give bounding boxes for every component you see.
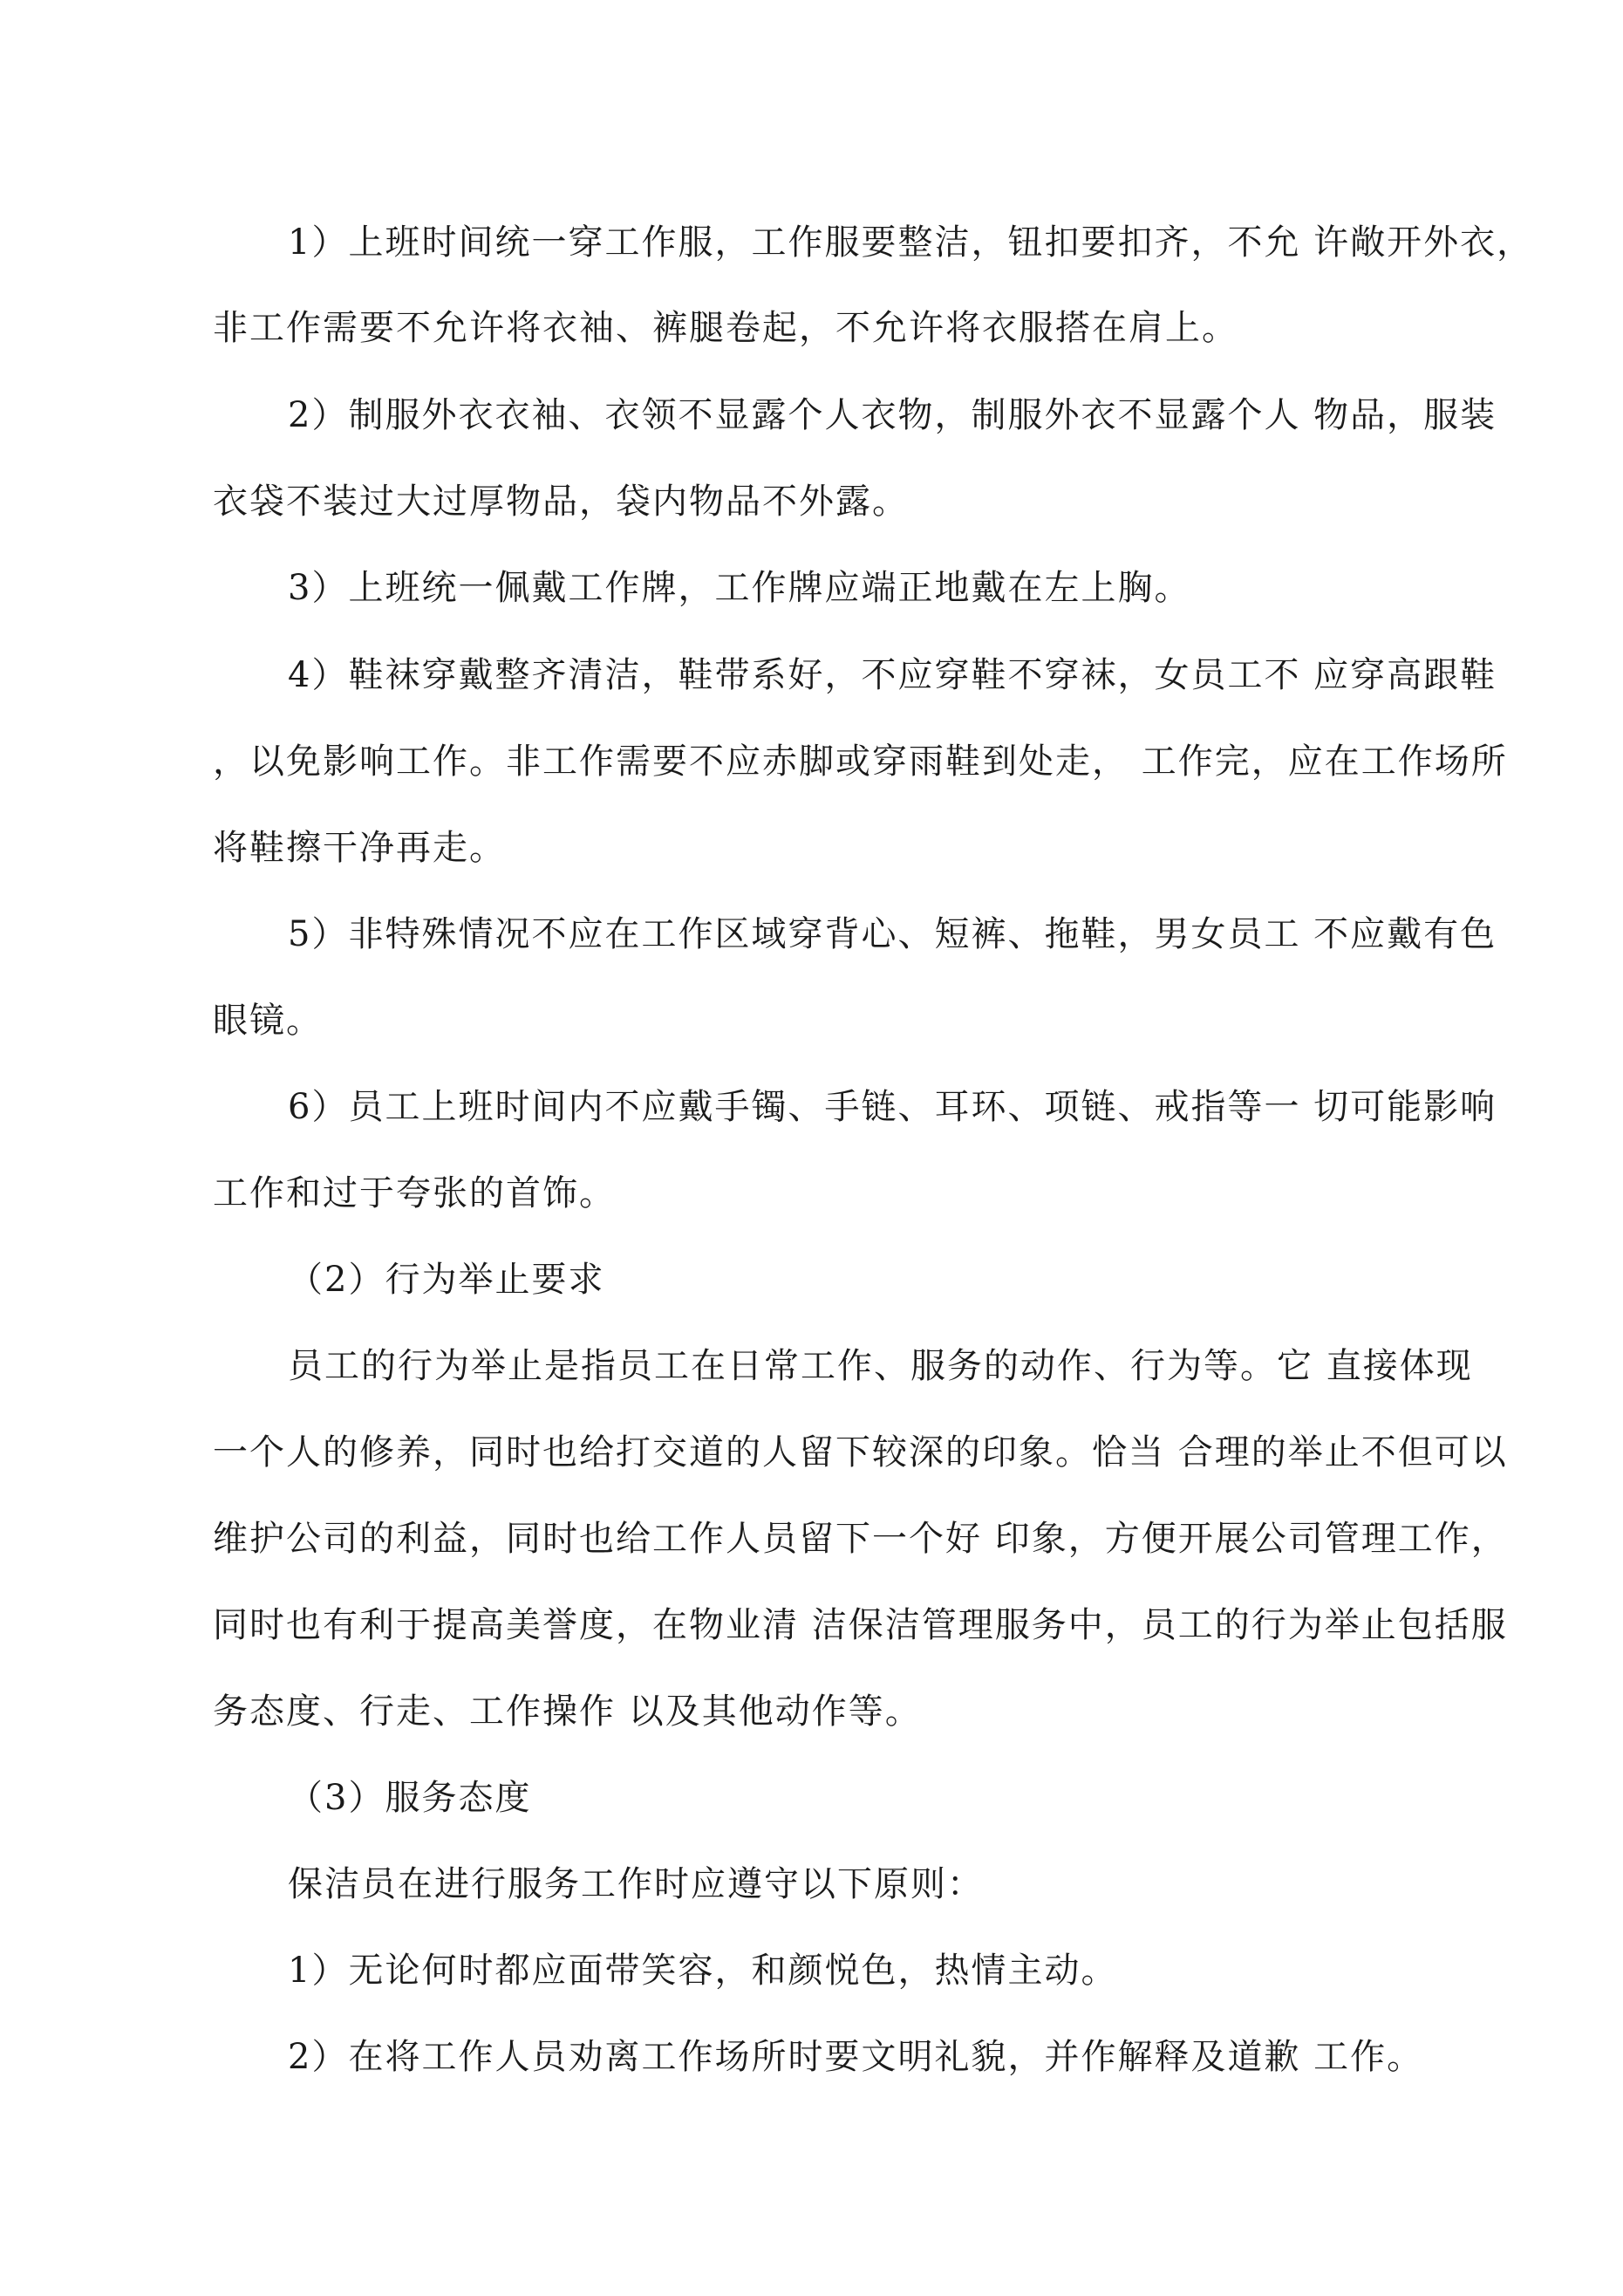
text-line: 5）非特殊情况不应在工作区域穿背心、短裤、拖鞋，男女员工 不应戴有色 [288,914,1497,954]
text-line: 一个人的修养，同时也给打交道的人留下较深的印象。恰当 合理的举止不但可以 [213,1432,1508,1473]
text-line: 非工作需要不允许将衣袖、裤腿卷起，不允许将衣服搭在肩上。 [213,308,1238,348]
text-line: 3）上班统一佩戴工作牌，工作牌应端正地戴在左上胸。 [288,568,1191,608]
text-line: 工作和过于夸张的首饰。 [213,1173,616,1213]
text-line: 4）鞋袜穿戴整齐清洁，鞋带系好，不应穿鞋不穿袜，女员工不 应穿高跟鞋 [288,655,1497,695]
text-line: 1）上班时间统一穿工作服，工作服要整洁，钮扣要扣齐，不允 许敞开外衣， [288,222,1534,263]
text-line: 1）无论何时都应面带笑容，和颜悦色，热情主动。 [288,1951,1118,1991]
text-line: 同时也有利于提高美誉度，在物业清 洁保洁管理服务中，员工的行为举止包括服 [213,1605,1508,1645]
text-line: 保洁员在进行服务工作时应遵守以下原则： [288,1864,984,1904]
text-line: 6）员工上班时间内不应戴手镯、手链、耳环、项链、戒指等一 切可能影响 [288,1087,1497,1127]
text-line: 维护公司的利益，同时也给工作人员留下一个好 印象，方便开展公司管理工作， [213,1519,1508,1559]
text-line: 2）在将工作人员劝离工作场所时要文明礼貌，并作解释及道歉 工作。 [288,2037,1424,2077]
text-line: 员工的行为举止是指员工在日常工作、服务的动作、行为等。它 直接体现 [288,1346,1473,1386]
text-line: 眼镜。 [213,1001,323,1041]
text-line: 2）制服外衣衣袖、衣领不显露个人衣物，制服外衣不显露个人 物品，服装 [288,395,1497,435]
text-line: 务态度、行走、工作操作 以及其他动作等。 [213,1691,922,1732]
section-heading: （2）行为举止要求 [288,1260,605,1300]
section-heading: （3）服务态度 [288,1778,532,1818]
text-line: 将鞋擦干净再走。 [213,828,506,868]
text-line: ，以免影响工作。非工作需要不应赤脚或穿雨鞋到处走， 工作完，应在工作场所 [213,741,1508,782]
text-line: 衣袋不装过大过厚物品，袋内物品不外露。 [213,482,909,522]
